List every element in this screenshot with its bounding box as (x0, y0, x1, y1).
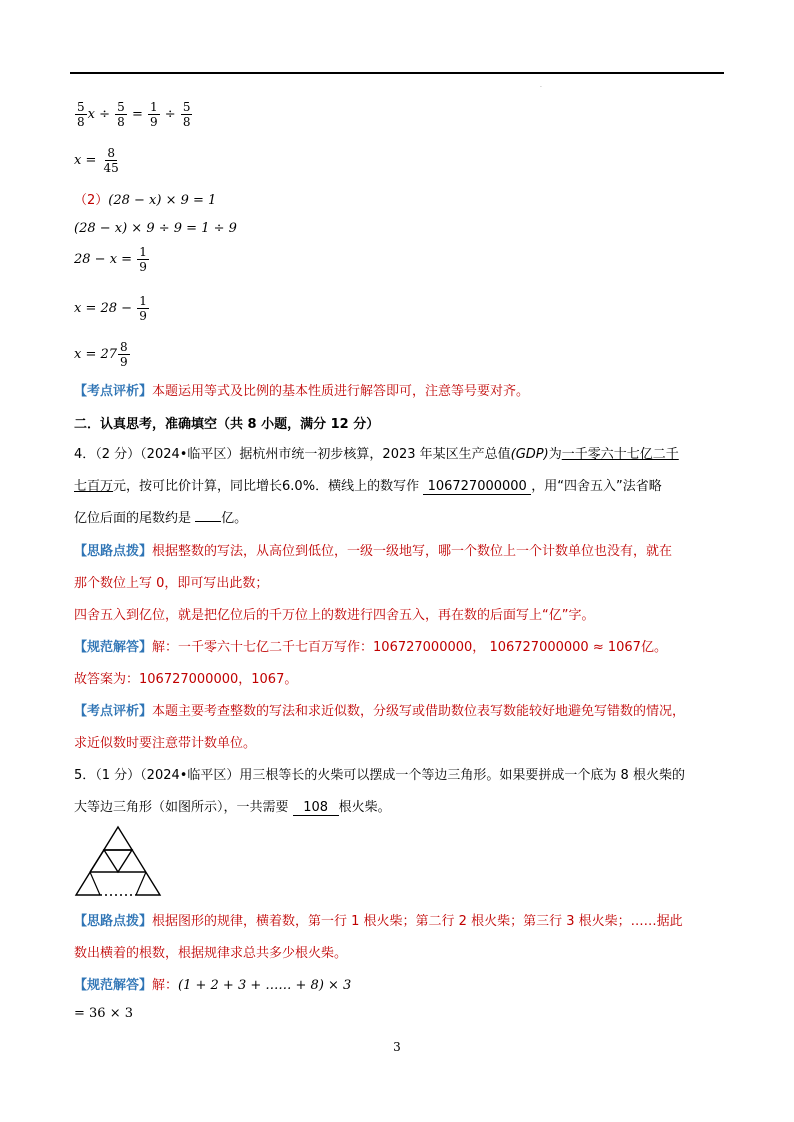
q4-hint-line-2: 那个数位上写 0，即可写出此数； (74, 576, 269, 591)
q4-answer-blank-1: 106727000000 (423, 479, 531, 495)
matchstick-triangle-figure (72, 824, 164, 900)
q4-line-1: 4．（2 分）（2024•临平区）据杭州市统一初步核算，2023 年某区生产总值(GDP)为一千零六十七亿二千 (74, 447, 679, 462)
q4-line-2: 七百万元，按可比价计算，同比增长6.0%．横线上的数写作 106727000000 ，用“四舍五入”法省略 (74, 479, 662, 494)
equation-line-2: x = $\frac{8}{45}$ (74, 146, 119, 175)
q5-solution-line-1: 【规范解答】解：(1 + 2 + 3 + …… + 8) × 3 (74, 978, 352, 993)
equation-line-1: $\frac{5}{8}$ x ÷ $\frac{5}{8}$ = $\frac{1}{9}$ ÷ $\frac{5}{8}$ (77, 100, 191, 129)
q4-hint-line-1: 【思路点拨】根据整数的写法，从高位到低位，一级一级地写，哪一个数位上一个计数单位也没有，就在 (74, 544, 673, 559)
q5-solution-line-2: = 36 × 3 (74, 1006, 133, 1021)
q4-analysis-line-1: 【考点评析】本题主要考查整数的写法和求近似数，分级写或借助数位表写数能较好地避免写错数的情况， (74, 704, 686, 719)
q5-answer-blank: 108 (293, 800, 339, 816)
q5-hint-line-2: 数出横着的根数，根据规律求总共多少根火柴。 (74, 946, 348, 961)
q4-hint-line-3: 四舍五入到亿位，就是把亿位后的千万位上的数进行四舍五入，再在数的后面写上“亿”字。 (74, 608, 595, 623)
q4-answer-blank-2 (195, 521, 221, 522)
q4-solution-line-1: 【规范解答】解：一千零六十七亿二千七百万写作：106727000000， 106727000000 ≈ 1067亿。 (74, 640, 667, 655)
analysis-1: 【考点评析】本题运用等式及比例的基本性质进行解答即可，注意等号要对齐。 (74, 384, 530, 399)
q4-analysis-line-2: 求近似数时要注意带计数单位。 (74, 736, 257, 751)
part2-line-2: (28 − x) × 9 ÷ 9 = 1 ÷ 9 (74, 221, 237, 236)
q4-solution-line-2: 故答案为：106727000000，1067。 (74, 672, 298, 687)
header-rule (70, 72, 724, 74)
section-2-title: 二．认真思考，准确填空（共 8 小题，满分 12 分） (74, 417, 380, 432)
header-dot: · (540, 84, 542, 91)
q5-line-2: 大等边三角形（如图所示），一共需要 108 根火柴。 (74, 800, 391, 815)
part2-line-3: 28 − x = $\frac{1}{9}$ (74, 245, 147, 274)
part2-line-1: （2）(28 − x) × 9 = 1 (74, 193, 217, 208)
part2-line-4: x = 28 − $\frac{1}{9}$ (74, 294, 147, 323)
part2-line-5: x = 27 $\frac{8}{9}$ (74, 340, 128, 369)
page-number: 3 (393, 1040, 401, 1054)
q5-line-1: 5．（1 分）（2024•临平区）用三根等长的火柴可以摆成一个等边三角形。如果要拼成一个底为 8 根火柴的 (74, 768, 685, 783)
q4-line-3: 亿位后面的尾数约是 亿。 (74, 511, 248, 526)
q5-hint-line-1: 【思路点拨】根据图形的规律，横着数，第一行 1 根火柴；第二行 2 根火柴；第三行 3 根火柴；……据此 (74, 914, 683, 929)
